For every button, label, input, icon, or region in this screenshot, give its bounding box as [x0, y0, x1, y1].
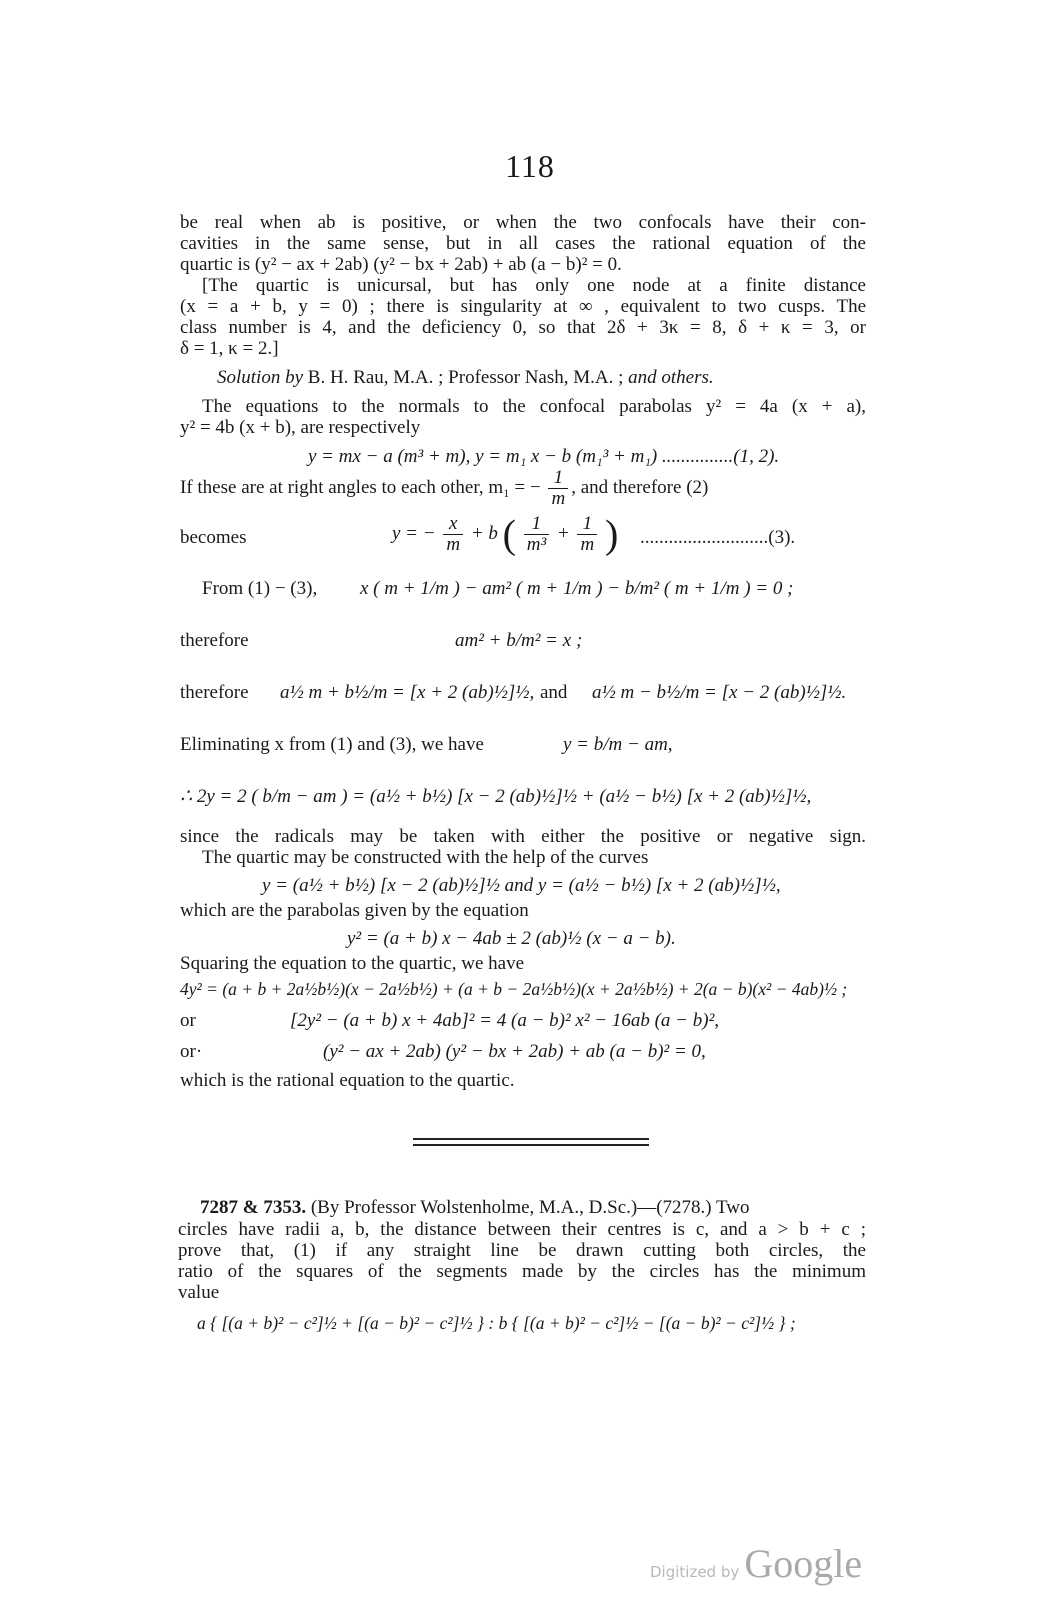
eq3-f2-num: 1: [524, 514, 549, 535]
or-label-2: or·: [180, 1041, 203, 1062]
digitized-watermark: [650, 1540, 862, 1587]
from-label: From (1) − (3),: [202, 578, 318, 599]
therefore-equation-1: am² + b/m² = x ;: [455, 630, 583, 651]
problem-line-1: circles have radii a, b, the distance between their centres is c, and a > b + c ;: [178, 1219, 866, 1240]
eliminating-text: Eliminating x from (1) and (3), we have: [180, 734, 484, 755]
or-label-1: or: [180, 1010, 196, 1031]
curves-equation: y = (a½ + b½) [x − 2 (ab)½]½ and y = (a½ − b½) [x + 2 (ab)½]½,: [262, 875, 781, 896]
eq3-fraction-1: [443, 514, 463, 555]
solution-authors: B. H. Rau, M.A. ; Professor Nash, M.A. ;: [307, 367, 624, 388]
rational-text: which is the rational equation to the quartic.: [180, 1070, 515, 1091]
eq3-mid: + b: [470, 522, 498, 544]
right-angle-line: [180, 468, 708, 509]
eq3-f1-num: x: [443, 514, 463, 535]
para2-line-1: [The quartic is unicursal, but has only one node at a finite distance: [202, 275, 866, 296]
frac-den: m: [551, 488, 566, 509]
right-angle-text: If these are at right angles to each other, m₁ = −: [180, 476, 541, 498]
squared-equation-2: [2y² − (a + b) x + 4ab]² = 4 (a − b)² x² − 16ab (a − b)²,: [290, 1010, 720, 1031]
para1-line-1: be real when ab is positive, or when the two confocals have their con-: [180, 212, 866, 233]
and-word: and: [540, 682, 568, 703]
sol-text-line-1: The equations to the normals to the confocal parabolas y² = 4a (x + a),: [202, 396, 866, 417]
left-paren: (: [502, 511, 516, 557]
solution-prefix: Solution by: [217, 367, 304, 388]
section-divider-bottom: [413, 1144, 649, 1146]
eq3-f1-den: m: [446, 534, 461, 555]
right-paren: ): [604, 511, 619, 557]
problem-line-4: value: [178, 1282, 220, 1303]
sol-text-line-2: y² = 4b (x + b), are respectively: [180, 417, 421, 438]
therefore-label-1: therefore: [180, 630, 249, 651]
squaring-text: Squaring the equation to the quartic, we have: [180, 953, 525, 974]
google-logo: Google: [744, 1541, 863, 1586]
solution-credit: [217, 367, 714, 389]
equation-1-2: y = mx − a (m³ + m), y = m₁ x − b (m₁³ + m₁) ...............(1, 2).: [308, 446, 780, 467]
section-divider-top: [413, 1138, 649, 1140]
eq3-f3-num: 1: [577, 514, 597, 535]
problem-number: 7287 & 7353.: [200, 1197, 307, 1218]
problem-by: (By Professor Wolstenholme, M.A., D.Sc.)—(7278.) Two: [310, 1197, 750, 1218]
fraction-1-over-m: [548, 468, 568, 509]
para1-line-3: quartic is (y² − ax + 2ab) (y² − bx + 2ab) + ab (a − b)² = 0.: [180, 254, 622, 275]
minimum-value-equation: a { [(a + b)² − c²]½ + [(a − b)² − c²]½ } : b { [(a + b)² − c²]½ − [(a − b)² − c²]½ } ;: [197, 1313, 796, 1333]
becomes-label: becomes: [180, 527, 247, 548]
after-line-2: The quartic may be constructed with the help of the curves: [202, 847, 649, 868]
eq3-fraction-2: [524, 514, 549, 555]
page-number: 118: [505, 148, 555, 184]
eq3-dots: ...........................(3).: [640, 527, 796, 548]
therefore-equation-2a: a½ m + b½/m = [x + 2 (ab)½]½,: [280, 682, 535, 703]
eq3-prefix: y = −: [392, 522, 436, 544]
para2-line-2: (x = a + b, y = 0) ; there is singularity at ∞ , equivalent to two cusps. The: [180, 296, 866, 317]
frac-num: 1: [548, 468, 568, 489]
squared-equation-1: 4y² = (a + b + 2a½b½)(x − 2a½b½) + (a + b − 2a½b½)(x + 2a½b½) + 2(a − b)(x² − 4ab)½ ;: [180, 979, 848, 999]
after-line-1: since the radicals may be taken with either the positive or negative sign.: [180, 826, 866, 847]
squared-equation-3: (y² − ax + 2ab) (y² − bx + 2ab) + ab (a − b)² = 0,: [323, 1041, 706, 1062]
parabolas-text: which are the parabolas given by the equation: [180, 900, 529, 921]
problem-heading: [200, 1197, 866, 1219]
eliminating-equation: y = b/m − am,: [563, 734, 673, 755]
from-equation: x ( m + 1/m ) − am² ( m + 1/m ) − b/m² ( m + 1/m ) = 0 ;: [360, 578, 794, 599]
eq3-fraction-3: [577, 514, 597, 555]
parabolas-equation: y² = (a + b) x − 4ab ± 2 (ab)½ (x − a − b).: [347, 928, 676, 949]
problem-line-3: ratio of the squares of the segments made by the circles has the minimum: [178, 1261, 866, 1282]
two-y-equation: ∴ 2y = 2 ( b/m − am ) = (a½ + b½) [x − 2 (ab)½]½ + (a½ − b½) [x + 2 (ab)½]½,: [180, 786, 812, 807]
solution-suffix: and others.: [628, 367, 714, 388]
therefore-label-2: therefore: [180, 682, 249, 703]
therefore-equation-2b: a½ m − b½/m = [x − 2 (ab)½]½.: [592, 682, 847, 703]
equation-3: [392, 511, 619, 557]
problem-line-2: prove that, (1) if any straight line be drawn cutting both circles, the: [178, 1240, 866, 1261]
eq3-plus: +: [556, 522, 570, 544]
eq3-f3-den: m: [580, 534, 595, 555]
right-angle-tail: , and therefore (2): [571, 476, 709, 498]
eq3-f2-den: m³: [526, 534, 547, 555]
para1-line-2: cavities in the same sense, but in all cases the rational equation of the: [180, 233, 866, 254]
para2-line-4: δ = 1, κ = 2.]: [180, 338, 279, 359]
watermark-prefix: Digitized by: [650, 1563, 740, 1581]
para2-line-3: class number is 4, and the deficiency 0, so that 2δ + 3κ = 8, δ + κ = 3, or: [180, 317, 866, 338]
